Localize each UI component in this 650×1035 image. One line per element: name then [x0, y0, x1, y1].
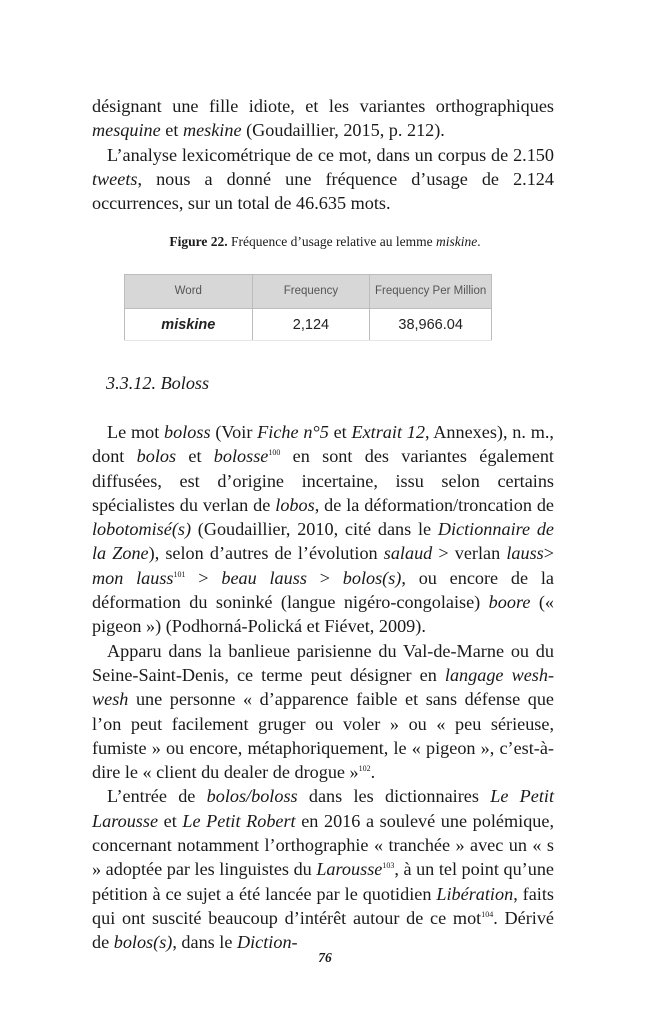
footnote-ref: 103 [382, 861, 395, 871]
table-header: Frequency [252, 275, 370, 309]
body-text [92, 420, 554, 955]
footnote-ref: 104 [481, 909, 494, 919]
table-header-row [125, 275, 492, 309]
figure-caption: Figure 22. Fréquence d’usage relative au lemme miskine. [169, 234, 481, 249]
paragraph: L’analyse lexicométrique de ce mot, dans un corpus de 2.150 tweets, nous a donné une fréquence d’usage de 2.124 occurrences, sur un total de 46.635 mots. [92, 144, 554, 214]
section-heading: 3.3.12. Boloss [106, 373, 210, 393]
table-header: Word [125, 275, 253, 309]
paragraph: L’entrée de bolos/boloss dans les dictionnaires Le Petit Larousse et Le Petit Robert en 2016 a soulevé une polémique, concernant notamment l’orthographie « tranchée » avec un « s » adoptée par les linguistes du Larousse$^{103}$, à un tel point qu’une pétition à ce sujet a été lancée par le quotidien Libération, faits qui ont suscité beaucoup d’intérêt autour de ce mot$^{104}$. Dérivé de bolos(s), dans le Diction- [92, 786, 555, 953]
footnote-ref: 100 [268, 448, 281, 458]
table-cell: 38,966.04 [370, 309, 492, 341]
footnote-ref: 102 [358, 764, 371, 774]
paragraph: Le mot boloss (Voir Fiche n°5 et Extrait 12, Annexes), n. m., dont bolos et bolosse$^{100}$ en sont des variantes également diffusées, est d’origine incertaine, issu selon certains spécialistes du verlan de lobos, de la déformation/troncation de lobotomisé(s) (Goudaillier, 2010, cité dans le Dictionnaire de la Zone), selon d’autres de l’évolution salaud > verlan lauss> mon lauss$^{101}$ > beau lauss > bolos(s), ou encore de la déformation du soninké (langue nigéro-congolaise) boore (« pigeon ») (Podhorná-Polická et Fiévet, 2009). [92, 422, 555, 637]
table-cell: 2,124 [252, 309, 370, 341]
frequency-table [124, 274, 492, 341]
table-row [125, 309, 492, 341]
top-text [92, 94, 554, 215]
table-header: Frequency Per Million [370, 275, 492, 309]
paragraph: désignant une fille idiote, et les variantes orthographiques mesquine et meskine (Goudaillier, 2015, p. 212). [92, 96, 554, 141]
table-cell: miskine [125, 309, 253, 341]
paragraph: Apparu dans la banlieue parisienne du Val-de-Marne ou du Seine-Saint-Denis, ce terme peut désigner en langage wesh-wesh une personne « d’apparence faible et sans défense que l’on peut facilement gruger ou voler » ou « peu sérieuse, fumiste » ou encore, métaphoriquement, le « pigeon », c’est-à-dire le « client du dealer de drogue »$^{102}$. [92, 640, 554, 783]
page-number: 76 [318, 950, 332, 965]
footnote-ref: 101 [173, 569, 186, 579]
